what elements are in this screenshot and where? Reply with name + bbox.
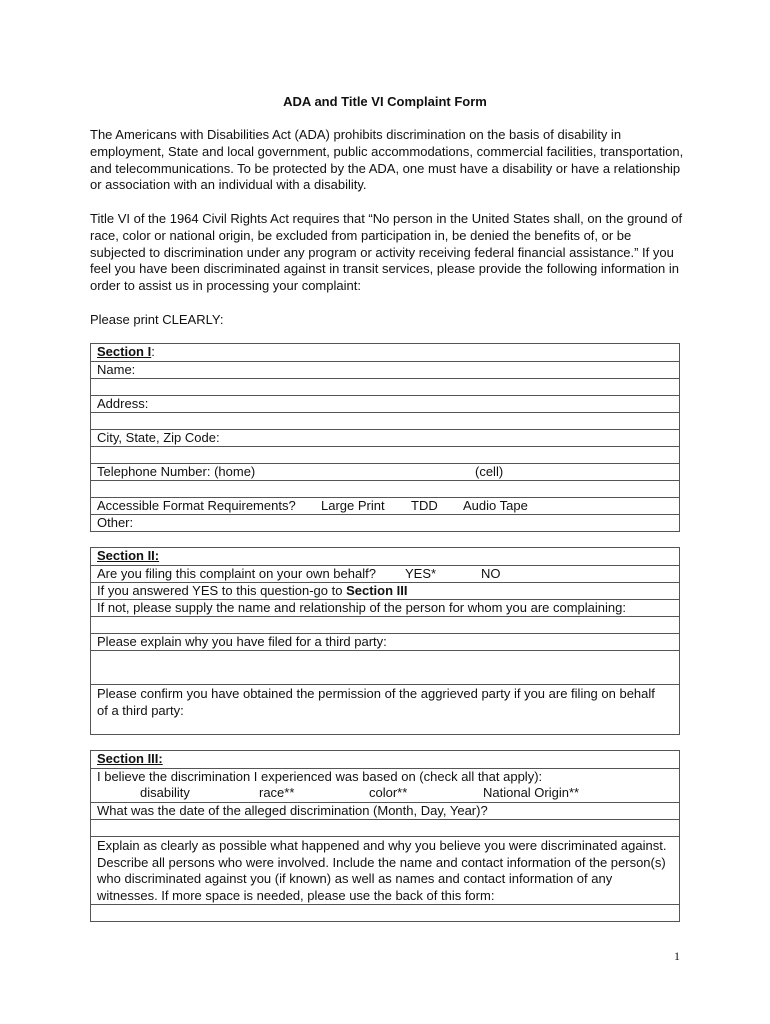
form-title: ADA and Title VI Complaint Form bbox=[283, 94, 487, 109]
section-1-table bbox=[90, 343, 680, 532]
ada-intro-paragraph: The Americans with Disabilities Act (ADA) prohibits discrimination on the basis of disability in employment, State and local government, public accommodations, commercial facilities, transportation, and telecommunications. To be protected by the ADA, one must have a disability or have a relationship or association with an individual with a disability. bbox=[90, 127, 684, 193]
city-state-zip-label: City, State, Zip Code: bbox=[97, 430, 220, 445]
name-label-row bbox=[91, 361, 679, 378]
national-origin-option[interactable]: National Origin** bbox=[483, 785, 580, 800]
name-label: Name: bbox=[97, 362, 136, 377]
section-2-header: Section II: bbox=[97, 548, 160, 563]
confirm-permission-row[interactable] bbox=[91, 684, 679, 734]
other-row[interactable] bbox=[91, 514, 679, 531]
no-option[interactable]: NO bbox=[481, 566, 501, 581]
city-state-zip-field[interactable] bbox=[91, 446, 679, 463]
if-yes-row bbox=[91, 582, 679, 599]
explain-third-party-row bbox=[91, 633, 679, 650]
accessible-format-row bbox=[91, 497, 679, 514]
telephone-home-label: Telephone Number: (home) bbox=[97, 464, 256, 479]
city-label-row bbox=[91, 429, 679, 446]
third-party-name-field[interactable] bbox=[91, 616, 679, 633]
tdd-option[interactable]: TDD bbox=[411, 498, 438, 513]
yes-option[interactable]: YES* bbox=[405, 566, 437, 581]
section-2-header-row bbox=[91, 548, 679, 565]
audio-tape-option[interactable]: Audio Tape bbox=[463, 498, 528, 513]
explain-third-party-field[interactable] bbox=[91, 650, 679, 684]
telephone-field[interactable] bbox=[91, 480, 679, 497]
section-3-header-row bbox=[91, 751, 679, 768]
print-clearly-instruction: Please print CLEARLY: bbox=[90, 312, 224, 327]
filing-own-behalf-row bbox=[91, 565, 679, 582]
if-yes-instruction: If you answered YES to this question-go to bbox=[97, 583, 347, 598]
telephone-label-row bbox=[91, 463, 679, 480]
other-label: Other: bbox=[97, 515, 134, 530]
name-field[interactable] bbox=[91, 378, 679, 395]
section-1-header-row bbox=[91, 344, 679, 361]
if-not-row bbox=[91, 599, 679, 616]
date-question-row bbox=[91, 802, 679, 819]
explain-field[interactable] bbox=[91, 904, 679, 921]
explain-row bbox=[91, 836, 679, 904]
address-label-row bbox=[91, 395, 679, 412]
section-2-table bbox=[90, 547, 680, 735]
if-not-instruction: If not, please supply the name and relationship of the person for whom you are complaining: bbox=[97, 600, 626, 615]
page-number: 1 bbox=[674, 949, 680, 963]
explain-label: Explain as clearly as possible what happened and why you believe you were discriminated against. Describe all persons who were involved. Include the name and contact information of the person(s) who discriminated against you (if known) as well as names and contact information of any witnesses. If more space is needed, please use the back of this form: bbox=[97, 838, 667, 903]
date-field[interactable] bbox=[91, 819, 679, 836]
disability-option[interactable]: disability bbox=[140, 785, 190, 800]
explain-third-party-label: Please explain why you have filed for a third party: bbox=[97, 634, 387, 649]
color-option[interactable]: color** bbox=[369, 785, 408, 800]
title-vi-intro-paragraph: Title VI of the 1964 Civil Rights Act requires that “No person in the United States shall, on the ground of race, color or national origin, be excluded from participation in, be denied the benefits of, or be subjected to discrimination under any program or activity receiving federal financial assistance.” If you feel you have been discriminated against in transit services, please provide the following information in order to assist us in processing your complaint: bbox=[90, 211, 683, 294]
filing-own-behalf-question: Are you filing this complaint on your own behalf? bbox=[97, 566, 376, 581]
large-print-option[interactable]: Large Print bbox=[321, 498, 385, 513]
accessible-format-label: Accessible Format Requirements? bbox=[97, 498, 296, 513]
race-option[interactable]: race** bbox=[259, 785, 295, 800]
telephone-cell-label: (cell) bbox=[475, 464, 504, 479]
confirm-permission-label: Please confirm you have obtained the permission of the aggrieved party if you are filing on behalf of a third party: bbox=[97, 686, 655, 718]
basis-question: I believe the discrimination I experienced was based on (check all that apply): bbox=[97, 769, 543, 784]
address-label: Address: bbox=[97, 396, 149, 411]
section-1-header-colon: : bbox=[151, 344, 155, 359]
date-question: What was the date of the alleged discrimination (Month, Day, Year)? bbox=[97, 803, 488, 818]
basis-question-row bbox=[91, 768, 679, 785]
section-3-table bbox=[90, 750, 680, 922]
section-1-header: Section I bbox=[97, 344, 152, 359]
basis-options-row bbox=[91, 785, 679, 802]
section-3-reference: Section III bbox=[346, 583, 408, 598]
section-3-header: Section III: bbox=[97, 751, 163, 766]
address-field[interactable] bbox=[91, 412, 679, 429]
